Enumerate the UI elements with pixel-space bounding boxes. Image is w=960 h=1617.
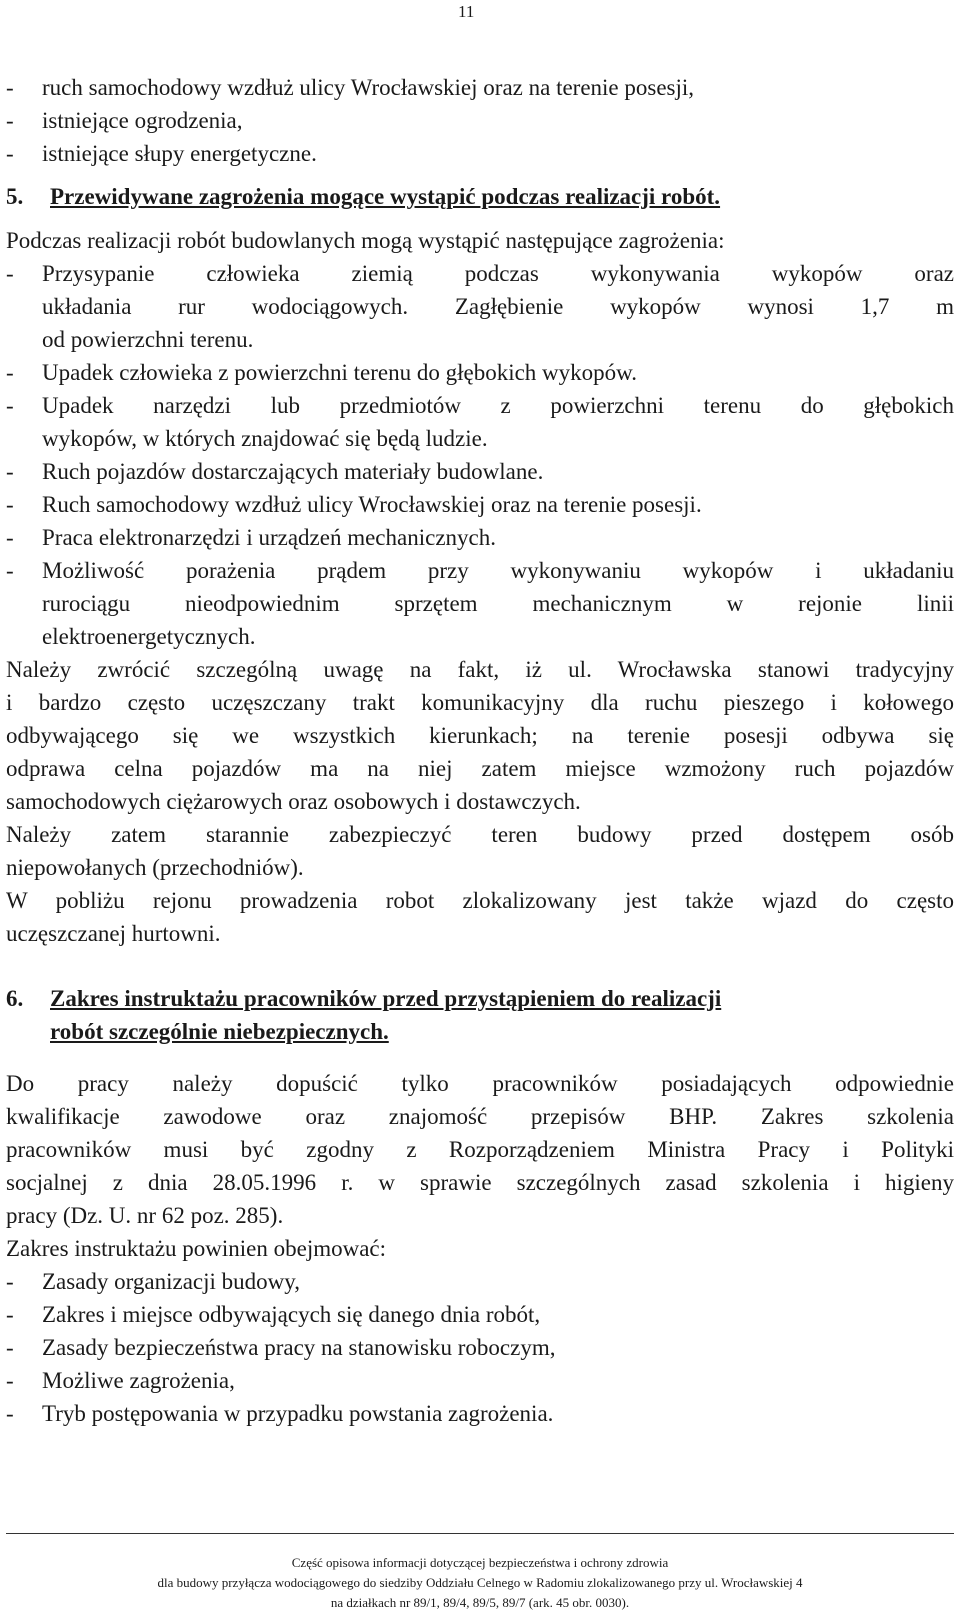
hazard-item-line: od powierzchni terenu. — [42, 327, 254, 352]
hazard-item-line: Ruch pojazdów dostarczających materiały budowlane. — [42, 459, 544, 484]
hazard-item-line: Praca elektronarzędzi i urządzeń mechanicznych. — [42, 525, 496, 550]
list-item: istniejące słupy energetyczne. — [42, 141, 317, 166]
hazard-item-line: Upadek narzędzi lub przedmiotów z powierzchni terenu do głębokich — [42, 393, 954, 418]
hazard-item-line: Przysypanie człowieka ziemią podczas wykonywania wykopów oraz — [42, 261, 954, 286]
list-item: Zakres i miejsce odbywających się danego dnia robót, — [42, 1302, 541, 1327]
list-dash: - — [6, 360, 14, 385]
paragraph-line: kwalifikacje zawodowe oraz znajomość przepisów BHP. Zakres szkolenia — [6, 1104, 954, 1129]
list-item: Zasady organizacji budowy, — [42, 1269, 301, 1294]
paragraph-line: uczęszczanej hurtowni. — [6, 921, 221, 946]
list-dash: - — [6, 558, 14, 583]
paragraph-line: W pobliżu rejonu prowadzenia robot zlokalizowany jest także wjazd do często — [6, 888, 954, 913]
list-dash: - — [6, 459, 14, 484]
list-dash: - — [6, 141, 14, 166]
section-5-number: 5. — [6, 184, 24, 209]
list-dash: - — [6, 1401, 14, 1426]
hazard-item-line: Ruch samochodowy wzdłuż ulicy Wrocławskiej oraz na terenie posesji. — [42, 492, 702, 517]
paragraph-line: i bardzo często uczęszczany trakt komunikacyjny dla ruchu pieszego i kołowego — [6, 690, 954, 715]
hazard-item-line: Możliwość porażenia prądem przy wykonywaniu wykopów i układaniu — [42, 558, 954, 583]
paragraph-line: pracowników musi być zgodny z Rozporządzeniem Ministra Pracy i Polityki — [6, 1137, 954, 1162]
paragraph-line: odbywającego się we wszystkich kierunkach; na terenie posesji odbywa się — [6, 723, 954, 748]
list-item: Zasady bezpieczeństwa pracy na stanowisku roboczym, — [42, 1335, 556, 1360]
footer-rule — [6, 1533, 954, 1534]
paragraph-line: odprawa celna pojazdów ma na niej zatem miejsce wzmożony ruch pojazdów — [6, 756, 954, 781]
hazard-item-line: układania rur wodociągowych. Zagłębienie wykopów wynosi 1,7 m — [42, 294, 954, 319]
list-dash: - — [6, 393, 14, 418]
list-dash: - — [6, 1335, 14, 1360]
hazard-item-line: Upadek człowieka z powierzchni terenu do głębokich wykopów. — [42, 360, 638, 385]
section-5-title: Przewidywane zagrożenia mogące wystąpić podczas realizacji robót. — [50, 184, 721, 209]
list-dash: - — [6, 525, 14, 550]
list-dash: - — [6, 261, 14, 286]
list-item: istniejące ogrodzenia, — [42, 108, 243, 133]
section-6-number: 6. — [6, 986, 24, 1011]
list-dash: - — [6, 1302, 14, 1327]
hazard-item-line: rurociągu nieodpowiednim sprzętem mechanicznym w rejonie linii — [42, 591, 954, 616]
list-dash: - — [6, 108, 14, 133]
list-item: ruch samochodowy wzdłuż ulicy Wrocławskiej oraz na terenie posesji, — [42, 75, 695, 100]
section-6-title: Zakres instruktażu pracowników przed przystąpieniem do realizacji — [50, 986, 722, 1011]
hazard-item-line: wykopów, w których znajdować się będą ludzie. — [42, 426, 488, 451]
section-6-title: robót szczególnie niebezpiecznych. — [50, 1019, 389, 1044]
footer-line: na działkach nr 89/1, 89/4, 89/5, 89/7 (ark. 45 obr. 0030). — [330, 1595, 630, 1610]
list-dash: - — [6, 1368, 14, 1393]
list-item: Tryb postępowania w przypadku powstania zagrożenia. — [42, 1401, 554, 1426]
hazard-item-line: elektroenergetycznych. — [42, 624, 256, 649]
paragraph-line: Należy zwrócić szczególną uwagę na fakt, iż ul. Wrocławska stanowi tradycyjny — [6, 657, 954, 682]
footer-line: dla budowy przyłącza wodociągowego do siedziby Oddziału Celnego w Radomiu zlokalizowanego przy ul. Wrocławskiej 4 — [157, 1575, 803, 1590]
list-item: Możliwe zagrożenia, — [42, 1368, 235, 1393]
footer-line: Część opisowa informacji dotyczącej bezpieczeństwa i ochrony zdrowia — [291, 1555, 669, 1570]
section-5-intro: Podczas realizacji robót budowlanych mogą wystąpić następujące zagrożenia: — [6, 228, 725, 253]
list-dash: - — [6, 492, 14, 517]
paragraph-line: niepowołanych (przechodniów). — [6, 855, 304, 880]
paragraph-line: Należy zatem starannie zabezpieczyć teren budowy przed dostępem osób — [6, 822, 954, 847]
list-dash: - — [6, 1269, 14, 1294]
list-dash: - — [6, 75, 14, 100]
page-number: 11 — [458, 2, 475, 21]
paragraph-line: pracy (Dz. U. nr 62 poz. 285). — [6, 1203, 284, 1228]
paragraph-line: Do pracy należy dopuścić tylko pracowników posiadających odpowiednie — [6, 1071, 954, 1096]
paragraph-line: samochodowych ciężarowych oraz osobowych i dostawczych. — [6, 789, 581, 814]
list-intro: Zakres instruktażu powinien obejmować: — [6, 1236, 387, 1261]
paragraph-line: socjalnej z dnia 28.05.1996 r. w sprawie szczególnych zasad szkolenia i higieny — [6, 1170, 954, 1195]
